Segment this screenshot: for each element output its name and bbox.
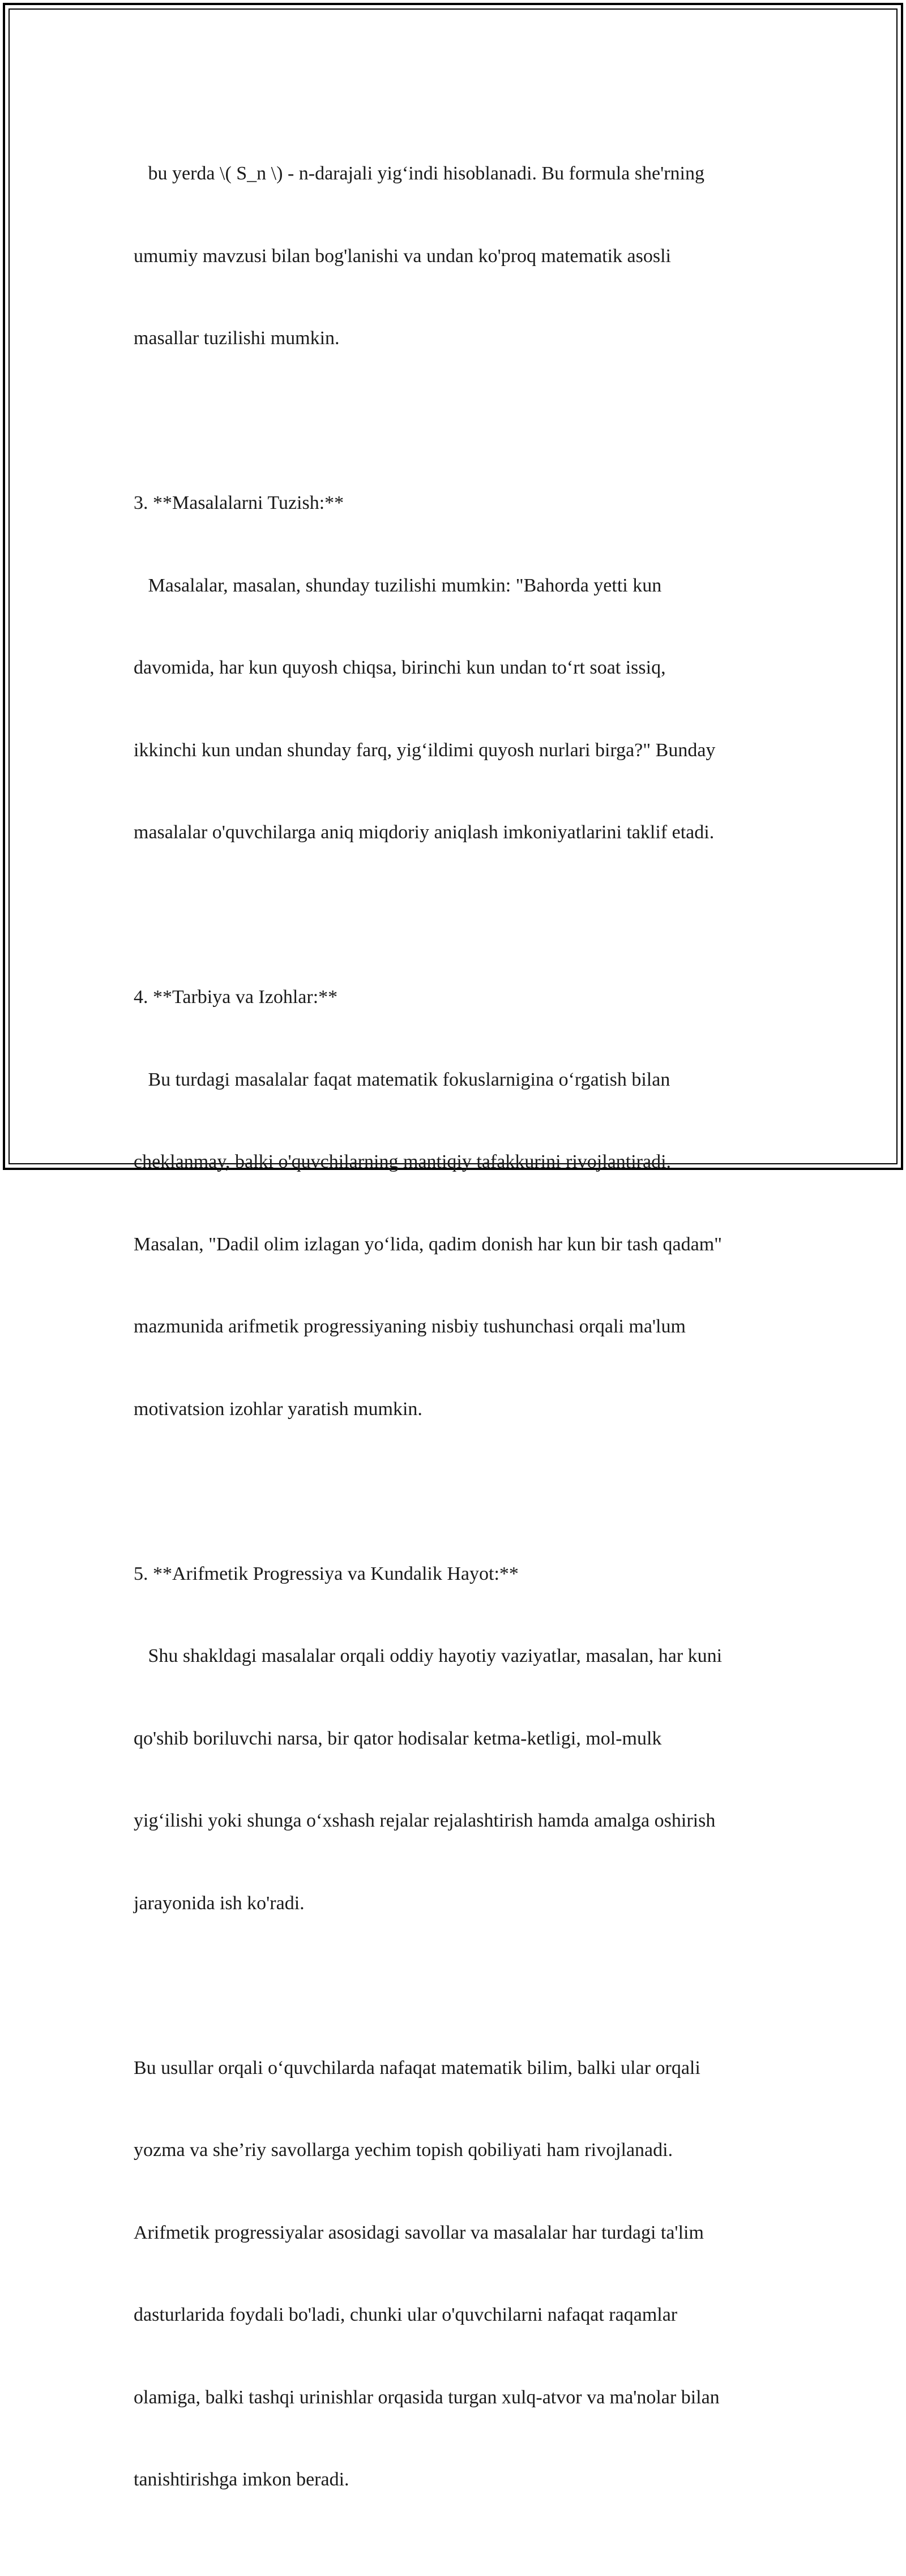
paragraph-line: Masalalar, masalan, shunday tuzilishi mumkin: "Bahorda yetti kun bbox=[134, 575, 662, 596]
paragraph-line: olamiga, balki tashqi urinishlar orqasida turgan xulq-atvor va ma'nolar bilan bbox=[134, 2386, 720, 2408]
paragraph-line: jarayonida ish ko'radi. bbox=[134, 1892, 305, 1914]
paragraph-line: motivatsion izohlar yaratish mumkin. bbox=[134, 1398, 422, 1420]
paragraph-line: masalalar o'quvchilarga aniq miqdoriy aniqlash imkoniyatlarini taklif etadi. bbox=[134, 822, 715, 843]
conclusion-paragraph bbox=[134, 2000, 779, 2549]
section-4 bbox=[134, 929, 779, 1478]
paragraph-line: yozma va she’riy savollarga yechim topish qobiliyati ham rivojlanadi. bbox=[134, 2140, 673, 2161]
paragraph-line: Bu usullar orqali o‘quvchilarda nafaqat matematik bilim, balki ular orqali bbox=[134, 2057, 700, 2078]
paragraph-line: bu yerda \( S_n \) - n-darajali yig‘indi hisoblanadi. Bu formula she'rning bbox=[134, 163, 704, 184]
paragraph-line: Arifmetik progressiyalar asosidagi savollar va masalalar har turdagi ta'lim bbox=[134, 2222, 704, 2243]
intro-paragraph bbox=[134, 105, 779, 408]
section-heading: 4. **Tarbiya va Izohlar:** bbox=[134, 987, 338, 1008]
section-heading: 3. **Masalalarni Tuzish:** bbox=[134, 492, 344, 513]
paragraph-line: davomida, har kun quyosh chiqsa, birinchi kun undan to‘rt soat issiq, bbox=[134, 657, 666, 678]
section-5 bbox=[134, 1506, 779, 1973]
paragraph-line: mazmunida arifmetik progressiyaning nisbiy tushunchasi orqali ma'lum bbox=[134, 1316, 686, 1337]
paragraph-line: Masalan, "Dadil olim izlagan yo‘lida, qadim donish har kun bir tash qadam" bbox=[134, 1233, 723, 1255]
paragraph-line: masallar tuzilishi mumkin. bbox=[134, 328, 340, 349]
paragraph-line: ikkinchi kun undan shunday farq, yig‘ildimi quyosh nurlari birga?" Bunday bbox=[134, 739, 716, 761]
section-3 bbox=[134, 435, 779, 902]
paragraph-line: Bu turdagi masalalar faqat matematik fokuslarnigina o‘rgatish bilan bbox=[134, 1069, 670, 1090]
paragraph-line: qo'shib boriluvchi narsa, bir qator hodisalar ketma-ketligi, mol-mulk bbox=[134, 1728, 662, 1749]
paragraph-line: Shu shakldagi masalalar orqali oddiy hayotiy vaziyatlar, masalan, har kuni bbox=[134, 1645, 723, 1666]
paragraph-line: yig‘ilishi yoki shunga o‘xshash rejalar rejalashtirish hamda amalga oshirish bbox=[134, 1810, 716, 1831]
paragraph-line: tanishtirishga imkon beradi. bbox=[134, 2469, 349, 2490]
section-heading: 5. **Arifmetik Progressiya va Kundalik Hayot:** bbox=[134, 1563, 519, 1584]
paragraph-line: cheklanmay, balki o'quvchilarning mantiqiy tafakkurini rivojlantiradi. bbox=[134, 1151, 672, 1172]
paragraph-line: umumiy mavzusi bilan bog'lanishi va undan ko'proq matematik asosli bbox=[134, 245, 671, 267]
paragraph-line: dasturlarida foydali bo'ladi, chunki ular o'quvchilarni nafaqat raqamlar bbox=[134, 2304, 678, 2325]
document-body bbox=[134, 105, 779, 2576]
